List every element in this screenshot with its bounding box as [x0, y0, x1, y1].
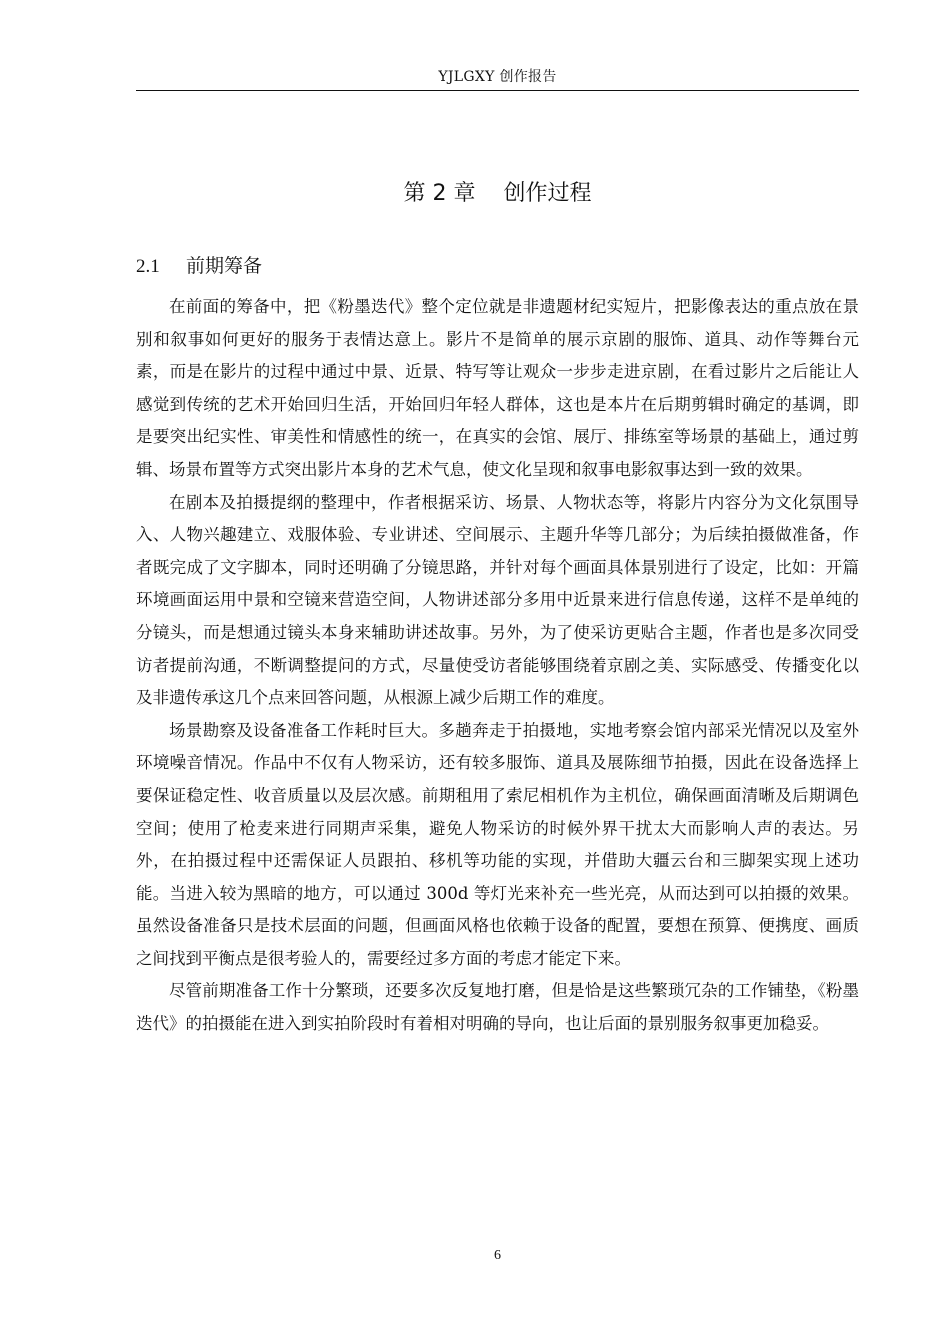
paragraph-2: 在剧本及拍摄提纲的整理中，作者根据采访、场景、人物状态等，将影片内容分为文化氛围导入、人物兴趣建立、戏服体验、专业讲述、空间展示、主题升华等几部分；为后续拍摄做准备，作者既完成了文字脚本，同时还明确了分镜思路，并针对每个画面具体景别进行了设定，比如：开篇环境画面运用中景和空镜来营造空间，人物讲述部分多用中近景来进行信息传递，这样不是单纯的分镜头，而是想通过镜头本身来辅助讲述故事。另外，为了使采访更贴合主题，作者也是多次同受访者提前沟通，不断调整提问的方式，尽量使受访者能够围绕着京剧之美、实际感受、传播变化以及非遗传承这几个点来回答问题，从根源上减少后期工作的难度。 [136, 492, 859, 708]
section-heading [136, 252, 859, 281]
page-number: 6 [494, 1248, 501, 1263]
header-rule [136, 90, 859, 91]
paragraph-3: 场景勘察及设备准备工作耗时巨大。多趟奔走于拍摄地，实地考察会馆内部采光情况以及室外环境噪音情况。作品中不仅有人物采访，还有较多服饰、道具及展陈细节拍摄，因此在设备选择上要保证稳定性、收音质量以及层次感。前期租用了索尼相机作为主机位，确保画面清晰及后期调色空间；使用了枪麦来进行同期声采集，避免人物采访的时候外界干扰太大而影响人声的表达。另外，在拍摄过程中还需保证人员跟拍、移机等功能的实现，并借助大疆云台和三脚架实现上述功能。当进入较为黑暗的地方，可以通过 300d 等灯光来补充一些光亮，从而达到可以拍摄的效果。虽然设备准备只是技术层面的问题，但画面风格也依赖于设备的配置，要想在预算、便携度、画质之间找到平衡点是很考验人的，需要经过多方面的考虑才能定下来。 [136, 720, 859, 968]
body-text [136, 291, 859, 1041]
chapter-title: 第 2 章 创作过程 [403, 181, 592, 206]
section-number: 2.1 [136, 256, 160, 277]
paragraph-1: 在前面的筹备中，把《粉墨迭代》整个定位就是非遗题材纪实短片，把影像表达的重点放在景别和叙事如何更好的服务于表情达意上。影片不是简单的展示京剧的服饰、道具、动作等舞台元素，而是在影片的过程中通过中景、近景、特写等让观众一步步走进京剧，在看过影片之后能让人感觉到传统的艺术开始回归生活，开始回归年轻人群体，这也是本片在后期剪辑时确定的基调，即是要突出纪实性、审美性和情感性的统一，在真实的会馆、展厅、排练室等场景的基础上，通过剪辑、场景布置等方式突出影片本身的艺术气息，使文化呈现和叙事电影叙事达到一致的效果。 [136, 297, 859, 479]
section-title: 前期筹备 [186, 255, 263, 277]
paragraph-4: 尽管前期准备工作十分繁琐，还要多次反复地打磨，但是恰是这些繁琐冗杂的工作铺垫，《粉墨迭代》的拍摄能在进入到实拍阶段时有着相对明确的导向，也让后面的景别服务叙事更加稳妥。 [136, 981, 859, 1034]
running-header: YJLGXY 创作报告 [438, 69, 557, 85]
